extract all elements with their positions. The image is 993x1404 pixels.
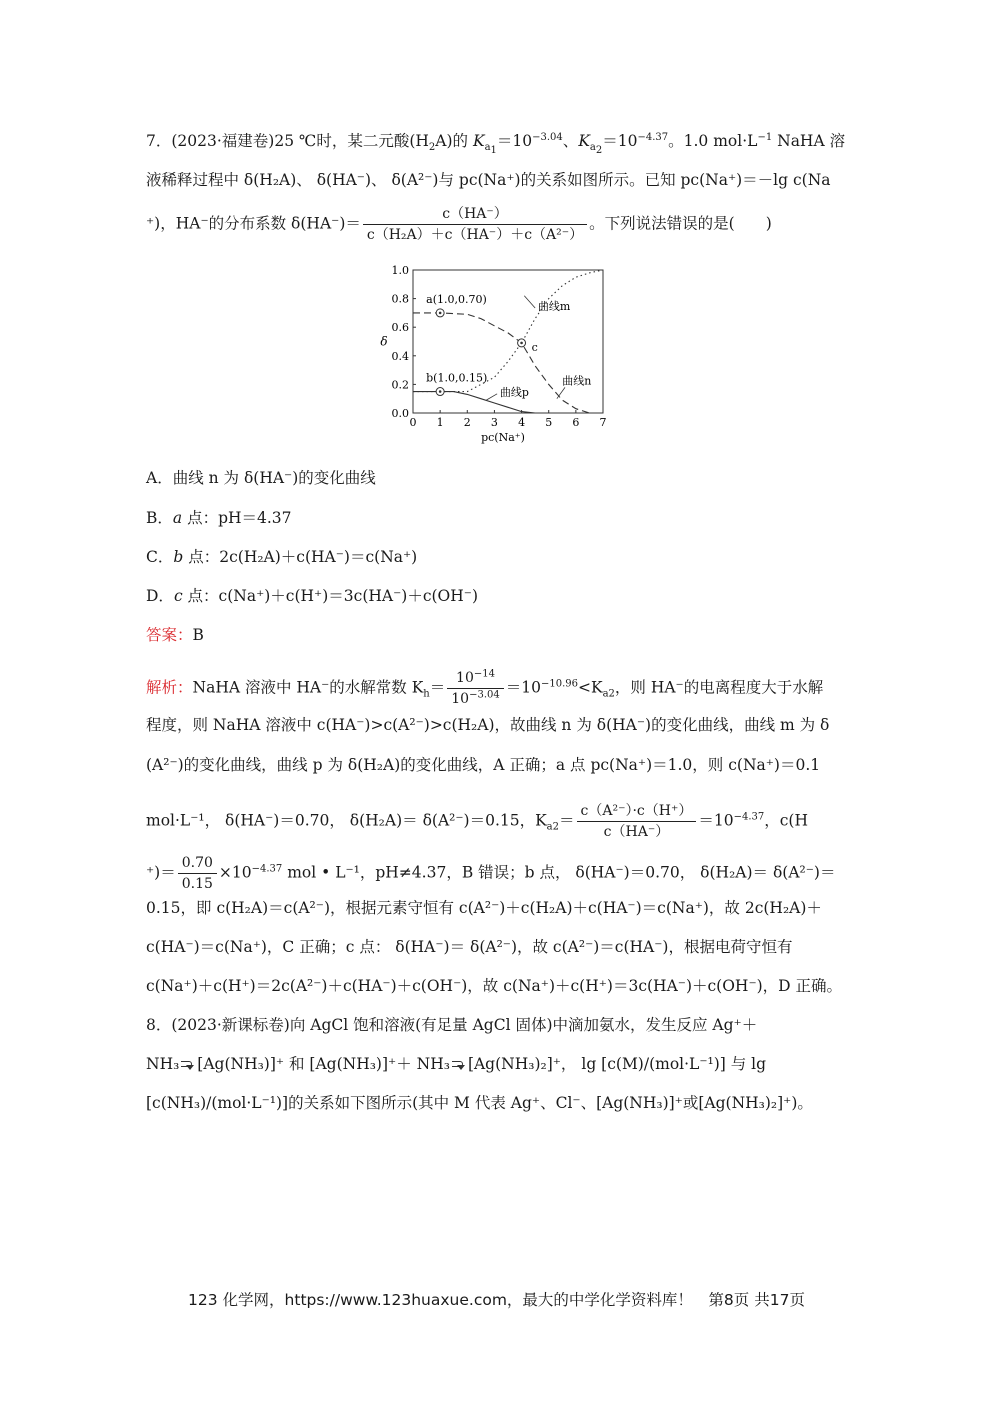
equilibrium-arrow-icon bbox=[452, 1059, 466, 1071]
leader-line bbox=[524, 296, 535, 308]
marked-point-dot bbox=[439, 390, 442, 393]
option-d: D．c 点：c(Na⁺)＋c(H⁺)＝3c(HA⁻)＋c(OH⁻) bbox=[146, 587, 478, 605]
analysis-line-5: ⁺)＝ $\frac{0.70}{0.15}$ $\times 10^{-4.37}$ mol • L⁻¹，pH≠4.37，B 错误；b 点， δ(HA⁻)＝0.70， δ(H₂A)＝ δ(A²⁻)＝ bbox=[146, 855, 836, 892]
answer: 答案：B bbox=[146, 626, 204, 644]
distribution-chart bbox=[368, 255, 618, 445]
y-tick-label: 0.8 bbox=[391, 292, 409, 306]
curve-label: 曲线m bbox=[537, 300, 571, 314]
analysis-line-1: 解析：NaHA 溶液中 HA⁻的水解常数 $K_h=$ $\frac{10^{-14}}{10^{-3.04}}$ $=10^{-10.96}<K_{a2}$，则 HA⁻的电离程度大于水解 bbox=[146, 668, 824, 707]
y-tick-label: 0.4 bbox=[391, 349, 409, 363]
y-tick-label: 0.2 bbox=[391, 378, 409, 392]
curve-label: 曲线n bbox=[562, 374, 592, 388]
x-tick-label: 5 bbox=[545, 416, 553, 429]
leader-line bbox=[557, 387, 565, 398]
y-tick-label: 0.6 bbox=[391, 321, 409, 335]
analysis-line-8: c(Na⁺)＋c(H⁺)＝2c(A²⁻)＋c(HA⁻)＋c(OH⁻)，故 c(Na⁺)＋c(H⁺)＝3c(HA⁻)＋c(OH⁻)，D 正确。 bbox=[146, 977, 843, 995]
y-tick-label: 0.0 bbox=[391, 407, 409, 420]
option-c: C．b 点：2c(H₂A)＋c(HA⁻)＝c(Na⁺) bbox=[146, 548, 418, 566]
curve-label: 曲线p bbox=[499, 385, 529, 399]
point-label: b(1.0,0.15) bbox=[426, 371, 488, 385]
q7-line-2: 液稀释过程中 δ(H₂A)、 δ(HA⁻)、 δ(A²⁻)与 pc(Na⁺)的关系如图所示。已知 pc(Na⁺)＝－lg c(Na bbox=[146, 171, 831, 189]
analysis-line-2: 程度，则 NaHA 溶液中 c(HA⁻)>c(A²⁻)>c(H₂A)，故曲线 n 为 δ(HA⁻)的变化曲线，曲线 m 为 δ bbox=[146, 716, 830, 734]
q8-line-3: [c(NH₃)/(mol·L⁻¹)]的关系如下图所示(其中 M 代表 Ag⁺、Cl⁻、[Ag(NH₃)]⁺或[Ag(NH₃)₂]⁺)。 bbox=[146, 1094, 813, 1112]
option-b: B．a 点：pH＝4.37 bbox=[146, 509, 292, 527]
x-tick-label: 2 bbox=[463, 416, 471, 429]
leader-line bbox=[486, 394, 497, 400]
q8-line-2: NH₃ [Ag(NH₃)]⁺ 和 [Ag(NH₃)]⁺＋ NH₃ [Ag(NH₃)₂]⁺， lg [c(M)/(mol·L⁻¹)] 与 lg bbox=[146, 1055, 767, 1073]
analysis-line-4: mol·L⁻¹， δ(HA⁻)＝0.70， δ(H₂A)＝ δ(A²⁻)＝0.15，$K_{a2}=$ $\frac{\text{c（A²⁻）·c（H⁺）}}{c(HA^-)}$ $=10^{-4.37}$，c(H bbox=[146, 803, 808, 840]
x-axis-label: pc(Na⁺) bbox=[481, 431, 525, 444]
q7-line-1: 7．(2023·福建卷)25 ℃时，某二元酸$(H_2A)$的 $K_{a_1}=10^{-3.04}$、$K_{a_2}=10^{-4.37}$。1.0 $mol\cdot L^{-1}$ NaHA 溶 bbox=[146, 131, 846, 157]
q8-line-1: 8．(2023·新课标卷)向 AgCl 饱和溶液(有足量 AgCl 固体)中滴加氨水，发生反应 Ag⁺＋ bbox=[146, 1016, 758, 1034]
q7-line-3: ⁺)，HA⁻的分布系数 δ(HA⁻)＝ $\frac{c(HA^-)}{\text{c（H₂A）＋c（HA⁻）＋c（A²⁻）}}$ 。下列说法错误的是( ) bbox=[146, 206, 772, 243]
x-tick-label: 1 bbox=[436, 416, 444, 429]
equilibrium-arrow-icon bbox=[181, 1059, 195, 1071]
page-footer: 123 化学网，https://www.123huaxue.com，最大的中学化学资料库！ 第8页 共17页 bbox=[188, 1291, 805, 1309]
analysis-line-6: 0.15，即 c(H₂A)＝c(A²⁻)，根据元素守恒有 c(A²⁻)＋c(H₂A)＋c(HA⁻)＝c(Na⁺)，故 2c(H₂A)＋ bbox=[146, 899, 822, 917]
x-tick-label: 0 bbox=[409, 416, 417, 429]
y-tick-label: 1.0 bbox=[391, 264, 409, 277]
x-tick-label: 4 bbox=[518, 416, 526, 429]
analysis-line-7: c(HA⁻)＝c(Na⁺)，C 正确；c 点： δ(HA⁻)＝ δ(A²⁻)，故 c(A²⁻)＝c(HA⁻)，根据电荷守恒有 bbox=[146, 938, 793, 956]
x-tick-label: 6 bbox=[572, 416, 580, 429]
analysis-line-3: (A²⁻)的变化曲线，曲线 p 为 δ(H₂A)的变化曲线，A 正确；a 点 pc(Na⁺)＝1.0，则 c(Na⁺)＝0.1 bbox=[146, 756, 821, 774]
y-axis-label: δ bbox=[380, 334, 388, 349]
marked-point-dot bbox=[520, 342, 523, 345]
point-label: c bbox=[531, 340, 538, 354]
distribution-fraction: $\frac{c(HA^-)}{\text{c（H₂A）＋c（HA⁻）＋c（A²⁻）}}$ bbox=[363, 206, 587, 243]
x-tick-label: 3 bbox=[490, 416, 498, 429]
marked-point-dot bbox=[439, 312, 442, 315]
option-a: A．曲线 n 为 δ(HA⁻)的变化曲线 bbox=[146, 469, 376, 487]
x-tick-label: 7 bbox=[599, 416, 607, 429]
point-label: a(1.0,0.70) bbox=[426, 292, 487, 306]
